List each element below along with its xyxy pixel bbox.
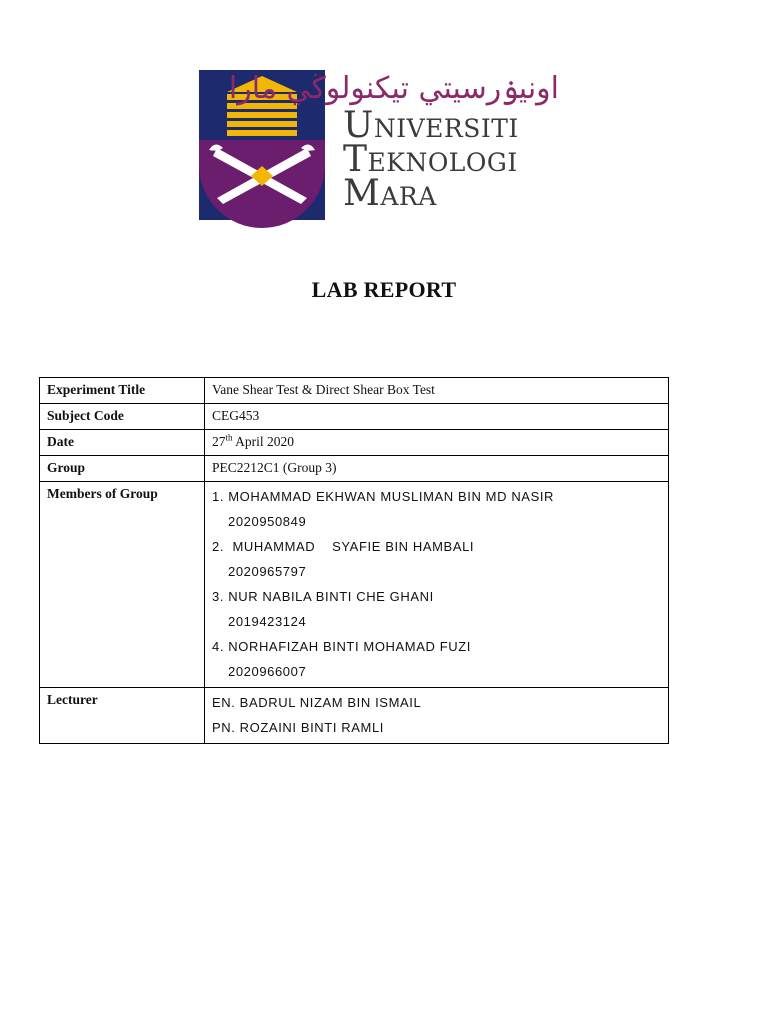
subject-code-label: Subject Code xyxy=(40,404,205,430)
list-item xyxy=(212,634,661,684)
university-name-line-1: Universiti xyxy=(343,105,519,146)
university-name xyxy=(343,105,519,214)
jawi-script-name: اونيۏرسيتي تيكنولوڬي مارا xyxy=(228,71,559,106)
member-name: 2. MUHAMMAD SYAFIE BIN HAMBALI xyxy=(212,539,475,554)
lecturer-name: EN. BADRUL NIZAM BIN ISMAIL xyxy=(212,695,422,710)
date-day: 27 xyxy=(212,434,226,449)
member-name: 1. MOHAMMAD EKHWAN MUSLIMAN BIN MD NASIR xyxy=(212,489,555,504)
members-label: Members of Group xyxy=(40,482,205,688)
table-row xyxy=(40,404,669,430)
date-suffix: th xyxy=(225,432,233,443)
members-list xyxy=(205,482,669,688)
experiment-title-label: Experiment Title xyxy=(40,378,205,404)
university-name-line-2: Teknologi xyxy=(343,139,518,180)
lecturer-label: Lecturer xyxy=(40,688,205,744)
table-row xyxy=(40,482,669,688)
member-id: 2020950849 xyxy=(228,514,307,529)
date-label: Date xyxy=(40,430,205,456)
lecturer-name: PN. ROZAINI BINTI RAMLI xyxy=(212,720,384,735)
list-item xyxy=(212,484,661,534)
list-item xyxy=(212,584,661,634)
page-title: LAB REPORT xyxy=(311,277,457,302)
group-label: Group xyxy=(40,456,205,482)
member-id: 2020966007 xyxy=(228,664,307,679)
lecturer-list xyxy=(205,688,669,744)
member-id: 2019423124 xyxy=(228,614,307,629)
member-name: 3. NUR NABILA BINTI CHE GHANI xyxy=(212,589,434,604)
group-value: PEC2212C1 (Group 3) xyxy=(205,456,669,482)
date-rest: April 2020 xyxy=(232,434,295,449)
university-logo xyxy=(199,70,579,230)
table-row xyxy=(40,378,669,404)
table-row xyxy=(40,456,669,482)
university-name-line-3: Mara xyxy=(343,173,437,214)
member-id: 2020965797 xyxy=(228,564,307,579)
experiment-title-value: Vane Shear Test & Direct Shear Box Test xyxy=(205,378,669,404)
subject-code-value: CEG453 xyxy=(205,404,669,430)
date-value xyxy=(205,430,669,456)
table-row xyxy=(40,430,669,456)
table-row xyxy=(40,688,669,744)
list-item xyxy=(212,534,661,584)
member-name: 4. NORHAFIZAH BINTI MOHAMAD FUZI xyxy=(212,639,471,654)
report-info-table xyxy=(39,377,669,744)
